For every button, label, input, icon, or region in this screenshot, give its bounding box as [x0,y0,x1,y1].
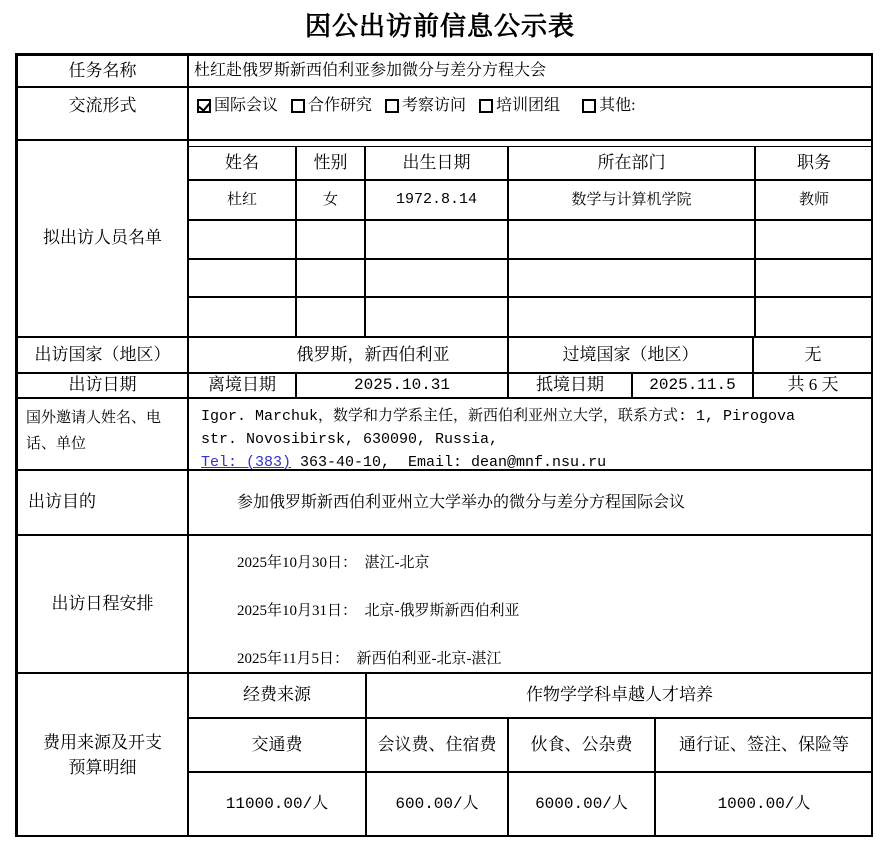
checkbox-unchecked-icon[interactable] [291,99,305,113]
purpose-label: 出访目的 [17,470,188,535]
budget-label-line2: 预算明细 [68,758,137,777]
option-other[interactable] [582,95,635,117]
budget-category-meals-misc: 伙食、公杂费 [508,718,655,772]
itinerary-line3: 2025年11月5日： 新西伯利亚-北京-湛江 [237,651,502,667]
inviter-line1: Igor. Marchuk，数学和力学系主任，新西伯利亚州立大学，联系方式: 1, Pirogova [201,408,796,425]
arrival-date-value: 2025.11.5 [632,373,753,398]
inviter-line3-rest: 363-40-10, Email: dean@mnf.nsu.ru [291,454,607,471]
visit-date-label: 出访日期 [17,373,188,398]
personnel-cell-empty [188,259,296,297]
personnel-cell-empty [188,297,296,337]
personnel-cell-empty [365,297,508,337]
personnel-header-birthdate: 出生日期 [365,146,508,180]
personnel-cell-empty [508,259,755,297]
total-days: 共 6 天 [753,373,873,398]
checkbox-checked-icon[interactable] [197,99,211,113]
option-label: 培训团组 [496,97,561,114]
arrival-date-label: 抵境日期 [508,373,632,398]
option-label: 合作研究 [308,97,373,114]
personnel-cell-department: 数学与计算机学院 [508,180,755,220]
option-international-conference[interactable] [197,95,278,117]
visit-country-value: 俄罗斯，新西伯利亚 [188,337,508,373]
option-training-group[interactable] [479,95,560,117]
budget-label [17,673,188,837]
task-name-value: 杜红赴俄罗斯新西伯利亚参加微分与差分方程大会 [188,55,873,87]
personnel-cell-empty [296,297,365,337]
personnel-cell-birthdate: 1972.8.14 [365,180,508,220]
inviter-label [17,398,188,470]
personnel-cell-empty [508,297,755,337]
personnel-header-gender: 性别 [296,146,365,180]
personnel-header-position: 职务 [755,146,873,180]
personnel-cell-empty [755,259,873,297]
personnel-cell-name: 杜红 [188,180,296,220]
personnel-cell-empty [296,259,365,297]
purpose-value: 参加俄罗斯新西伯利亚州立大学举办的微分与差分方程国际会议 [188,470,873,535]
inviter-line2: str. Novosibirsk, 630090, Russia, [201,431,499,448]
personnel-cell-empty [365,259,508,297]
budget-value-conference-lodging: 600.00/人 [366,772,508,837]
inviter-label-line1: 国外邀请人姓名、电 [26,410,162,426]
visit-country-label: 出访国家（地区） [17,337,188,373]
exchange-form-options [188,87,873,140]
inviter-label-line2: 话、单位 [26,436,87,452]
transit-country-label: 过境国家（地区） [508,337,753,373]
funding-source-label: 经费来源 [188,673,366,718]
budget-category-transport: 交通费 [188,718,366,772]
personnel-header-name: 姓名 [188,146,296,180]
personnel-cell-gender: 女 [296,180,365,220]
itinerary-line2: 2025年10月31日： 北京-俄罗斯新西伯利亚 [237,603,520,619]
personnel-cell-empty [755,220,873,259]
funding-source-value: 作物学学科卓越人才培养 [366,673,873,718]
option-label: 其他: [599,97,636,114]
personnel-cell-position: 教师 [755,180,873,220]
checkbox-unchecked-icon[interactable] [582,99,596,113]
itinerary-line1: 2025年10月30日： 湛江-北京 [237,555,430,571]
task-name-label: 任务名称 [17,55,188,87]
departure-date-value: 2025.10.31 [296,373,508,398]
checkbox-unchecked-icon[interactable] [479,99,493,113]
departure-date-label: 离境日期 [188,373,296,398]
personnel-cell-empty [296,220,365,259]
budget-value-transport: 11000.00/人 [188,772,366,837]
personnel-list-label: 拟出访人员名单 [17,140,188,337]
checkbox-unchecked-icon[interactable] [385,99,399,113]
exchange-form-label: 交流形式 [17,87,188,140]
budget-category-conference-lodging: 会议费、住宿费 [366,718,508,772]
itinerary-label: 出访日程安排 [17,535,188,673]
personnel-cell-empty [755,297,873,337]
personnel-cell-empty [508,220,755,259]
personnel-cell-empty [188,220,296,259]
budget-value-visa-insurance: 1000.00/人 [655,772,873,837]
option-label: 国际会议 [214,97,279,114]
personnel-cell-empty [365,220,508,259]
option-cooperative-research[interactable] [291,95,372,117]
budget-value-meals-misc: 6000.00/人 [508,772,655,837]
option-inspection-visit[interactable] [385,95,466,117]
option-label: 考察访问 [402,97,467,114]
transit-country-value: 无 [753,337,873,373]
inviter-value [188,398,873,470]
page-title: 因公出访前信息公示表 [304,11,575,41]
budget-label-line1: 费用来源及开支 [43,733,162,752]
personnel-header-department: 所在部门 [508,146,755,180]
budget-category-visa-insurance: 通行证、签注、保险等 [655,718,873,772]
tel-link[interactable]: Tel: (383) [201,454,292,471]
itinerary-value [188,535,873,673]
